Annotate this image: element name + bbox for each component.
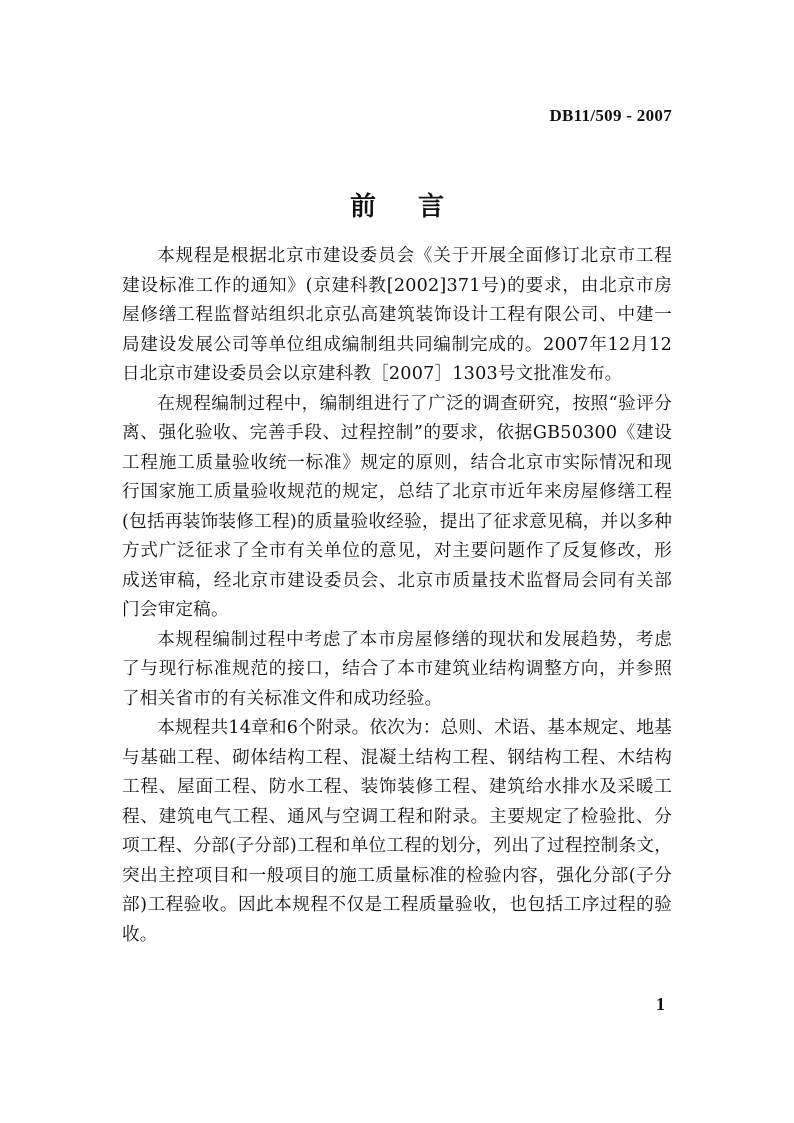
document-code: DB11/509 - 2007 [549, 106, 672, 125]
paragraph-3: 本规程编制过程中考虑了本市房屋修缮的现状和发展趋势，考虑了与现行标准规范的接口，结合了本市建筑业结构调整方向，并参照了相关省市的有关标准文件和成功经验。 [122, 629, 672, 709]
page-number: 1 [656, 994, 665, 1014]
paragraph-2: 在规程编制过程中，编制组进行了广泛的调查研究，按照“验评分离、强化验收、完善手段、过程控制”的要求，依据GB50300《建设工程施工质量验收统一标准》规定的原则，结合北京市实际情况和现行国家施工质量验收规范的规定，总结了北京市近年来房屋修缮工程(包括再装饰装修工程)的质量验收经验，提出了征求意见稿，并以多种方式广泛征求了全市有关单位的意见，对主要问题作了反复修改，形成送审稿，经北京市建设委员会、北京市质量技术监督局会同有关部门会审定稿。 [122, 393, 672, 620]
title-char-1: 前 [349, 192, 376, 222]
preface-body [122, 242, 672, 950]
page-title [0, 186, 794, 223]
paragraph-1: 本规程是根据北京市建设委员会《关于开展全面修订北京市工程建设标准工作的通知》(京建科教[2002]371号)的要求，由北京市房屋修缮工程监督站组织北京弘高建筑装饰设计工程有限公司、中建一局建设发展公司等单位组成编制组共同编制完成的。2007年12月12日北京市建设委员会以京建科教［2007］1303号文批准发布。 [122, 246, 672, 384]
paragraph-4: 本规程共14章和6个附录。依次为：总则、术语、基本规定、地基与基础工程、砌体结构工程、混凝土结构工程、钢结构工程、木结构工程、屋面工程、防水工程、装饰装修工程、建筑给水排水及采暖工程、建筑电气工程、通风与空调工程和附录。主要规定了检验批、分项工程、分部(子分部)工程和单位工程的划分，列出了过程控制条文，突出主控项目和一般项目的施工质量标准的检验内容，强化分部(子分部)工程验收。因此本规程不仅是工程质量验收，也包括工序过程的验收。 [122, 718, 672, 945]
title-char-2: 言 [418, 192, 445, 222]
